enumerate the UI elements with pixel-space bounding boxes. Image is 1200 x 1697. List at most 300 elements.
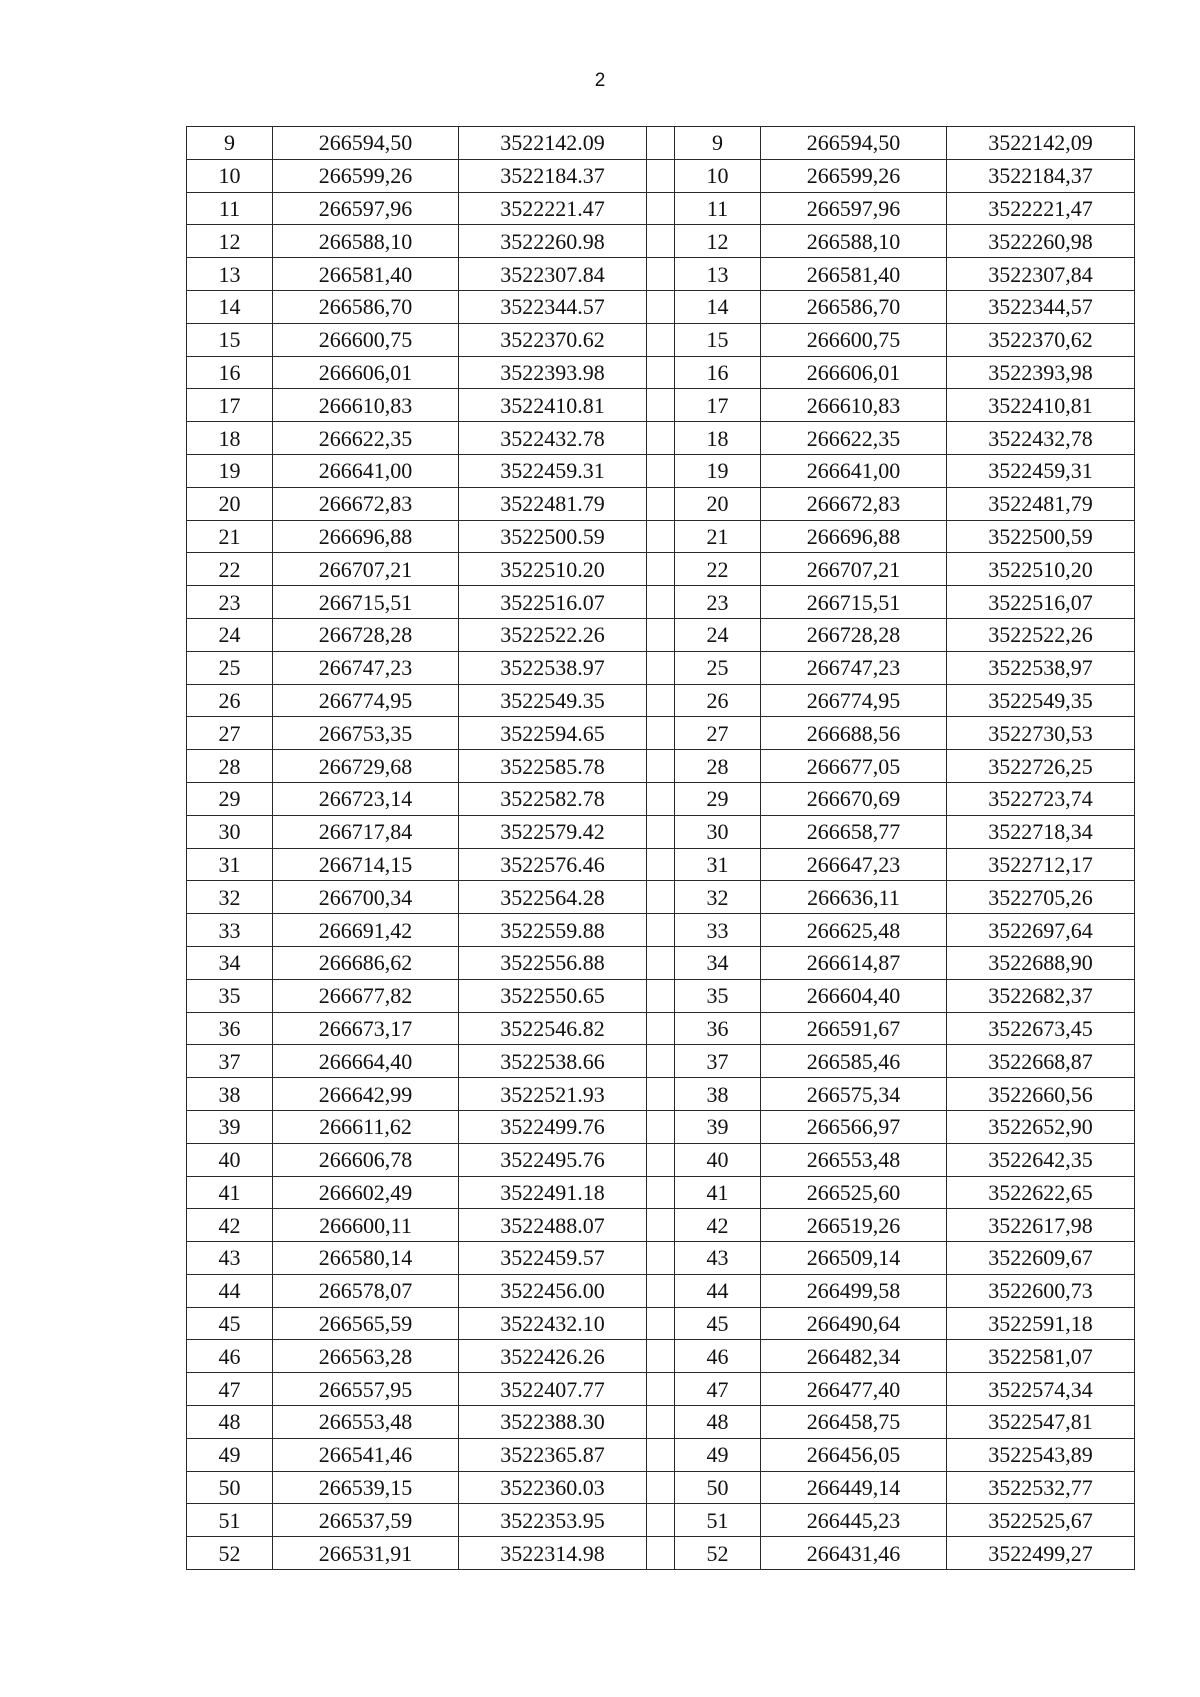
table-row xyxy=(187,979,1135,1012)
table-row xyxy=(187,848,1135,881)
right-point-number: 13 xyxy=(675,258,761,291)
left-point-number: 44 xyxy=(187,1274,273,1307)
left-point-number: 28 xyxy=(187,750,273,783)
right-point-number: 15 xyxy=(675,323,761,356)
right-point-number: 22 xyxy=(675,553,761,586)
left-y-coordinate: 3522370.62 xyxy=(459,323,647,356)
right-x-coordinate: 266599,26 xyxy=(761,159,947,192)
left-y-coordinate: 3522432.10 xyxy=(459,1307,647,1340)
right-x-coordinate: 266606,01 xyxy=(761,356,947,389)
table-row xyxy=(187,422,1135,455)
separator-cell xyxy=(647,750,675,783)
right-y-coordinate: 3522481,79 xyxy=(947,487,1135,520)
left-point-number: 27 xyxy=(187,717,273,750)
right-point-number: 39 xyxy=(675,1110,761,1143)
separator-cell xyxy=(647,717,675,750)
right-point-number: 23 xyxy=(675,586,761,619)
left-y-coordinate: 3522576.46 xyxy=(459,848,647,881)
right-point-number: 49 xyxy=(675,1438,761,1471)
left-y-coordinate: 3522556.88 xyxy=(459,946,647,979)
right-y-coordinate: 3522370,62 xyxy=(947,323,1135,356)
right-point-number: 44 xyxy=(675,1274,761,1307)
separator-cell xyxy=(647,651,675,684)
table-row xyxy=(187,815,1135,848)
left-point-number: 25 xyxy=(187,651,273,684)
left-point-number: 45 xyxy=(187,1307,273,1340)
right-x-coordinate: 266586,70 xyxy=(761,290,947,323)
right-point-number: 18 xyxy=(675,422,761,455)
table-row xyxy=(187,1504,1135,1537)
left-x-coordinate: 266691,42 xyxy=(273,914,459,947)
left-y-coordinate: 3522549.35 xyxy=(459,684,647,717)
left-y-coordinate: 3522582.78 xyxy=(459,782,647,815)
table-row xyxy=(187,225,1135,258)
left-point-number: 39 xyxy=(187,1110,273,1143)
left-y-coordinate: 3522488.07 xyxy=(459,1209,647,1242)
left-point-number: 20 xyxy=(187,487,273,520)
right-point-number: 14 xyxy=(675,290,761,323)
left-y-coordinate: 3522510.20 xyxy=(459,553,647,586)
right-x-coordinate: 266591,67 xyxy=(761,1012,947,1045)
table-row xyxy=(187,127,1135,160)
right-point-number: 16 xyxy=(675,356,761,389)
separator-cell xyxy=(647,1438,675,1471)
right-x-coordinate: 266525,60 xyxy=(761,1176,947,1209)
separator-cell xyxy=(647,192,675,225)
right-x-coordinate: 266585,46 xyxy=(761,1045,947,1078)
table-row xyxy=(187,1143,1135,1176)
left-point-number: 52 xyxy=(187,1537,273,1570)
separator-cell xyxy=(647,881,675,914)
separator-cell xyxy=(647,487,675,520)
right-point-number: 34 xyxy=(675,946,761,979)
left-y-coordinate: 3522344.57 xyxy=(459,290,647,323)
right-point-number: 36 xyxy=(675,1012,761,1045)
left-x-coordinate: 266531,91 xyxy=(273,1537,459,1570)
left-point-number: 33 xyxy=(187,914,273,947)
right-x-coordinate: 266575,34 xyxy=(761,1078,947,1111)
separator-cell xyxy=(647,1471,675,1504)
separator-cell xyxy=(647,1143,675,1176)
separator-cell xyxy=(647,1340,675,1373)
right-x-coordinate: 266490,64 xyxy=(761,1307,947,1340)
right-x-coordinate: 266477,40 xyxy=(761,1373,947,1406)
right-x-coordinate: 266445,23 xyxy=(761,1504,947,1537)
left-point-number: 43 xyxy=(187,1242,273,1275)
left-y-coordinate: 3522594.65 xyxy=(459,717,647,750)
left-x-coordinate: 266600,75 xyxy=(273,323,459,356)
right-x-coordinate: 266499,58 xyxy=(761,1274,947,1307)
left-x-coordinate: 266686,62 xyxy=(273,946,459,979)
right-x-coordinate: 266696,88 xyxy=(761,520,947,553)
left-point-number: 41 xyxy=(187,1176,273,1209)
left-point-number: 51 xyxy=(187,1504,273,1537)
table-row xyxy=(187,782,1135,815)
left-y-coordinate: 3522459.57 xyxy=(459,1242,647,1275)
left-x-coordinate: 266622,35 xyxy=(273,422,459,455)
left-point-number: 35 xyxy=(187,979,273,1012)
right-x-coordinate: 266581,40 xyxy=(761,258,947,291)
right-x-coordinate: 266728,28 xyxy=(761,618,947,651)
right-x-coordinate: 266456,05 xyxy=(761,1438,947,1471)
left-y-coordinate: 3522393.98 xyxy=(459,356,647,389)
table-row xyxy=(187,1078,1135,1111)
left-x-coordinate: 266714,15 xyxy=(273,848,459,881)
separator-cell xyxy=(647,1110,675,1143)
table-row xyxy=(187,192,1135,225)
right-x-coordinate: 266431,46 xyxy=(761,1537,947,1570)
right-x-coordinate: 266588,10 xyxy=(761,225,947,258)
table-row xyxy=(187,389,1135,422)
separator-cell xyxy=(647,815,675,848)
right-x-coordinate: 266672,83 xyxy=(761,487,947,520)
right-y-coordinate: 3522712,17 xyxy=(947,848,1135,881)
right-y-coordinate: 3522393,98 xyxy=(947,356,1135,389)
table-row xyxy=(187,946,1135,979)
separator-cell xyxy=(647,520,675,553)
right-point-number: 28 xyxy=(675,750,761,783)
right-x-coordinate: 266553,48 xyxy=(761,1143,947,1176)
right-x-coordinate: 266636,11 xyxy=(761,881,947,914)
page-number: 2 xyxy=(594,70,606,91)
table-row xyxy=(187,750,1135,783)
right-y-coordinate: 3522622,65 xyxy=(947,1176,1135,1209)
table-row xyxy=(187,1307,1135,1340)
right-y-coordinate: 3522668,87 xyxy=(947,1045,1135,1078)
right-point-number: 10 xyxy=(675,159,761,192)
left-y-coordinate: 3522579.42 xyxy=(459,815,647,848)
left-point-number: 30 xyxy=(187,815,273,848)
separator-cell xyxy=(647,1307,675,1340)
left-point-number: 15 xyxy=(187,323,273,356)
right-point-number: 42 xyxy=(675,1209,761,1242)
separator-cell xyxy=(647,848,675,881)
left-y-coordinate: 3522314.98 xyxy=(459,1537,647,1570)
left-x-coordinate: 266565,59 xyxy=(273,1307,459,1340)
right-point-number: 33 xyxy=(675,914,761,947)
left-x-coordinate: 266673,17 xyxy=(273,1012,459,1045)
table-row xyxy=(187,356,1135,389)
table-row xyxy=(187,1110,1135,1143)
left-y-coordinate: 3522410.81 xyxy=(459,389,647,422)
right-x-coordinate: 266614,87 xyxy=(761,946,947,979)
right-y-coordinate: 3522142,09 xyxy=(947,127,1135,160)
left-point-number: 50 xyxy=(187,1471,273,1504)
right-point-number: 20 xyxy=(675,487,761,520)
left-point-number: 36 xyxy=(187,1012,273,1045)
right-point-number: 47 xyxy=(675,1373,761,1406)
separator-cell xyxy=(647,684,675,717)
right-y-coordinate: 3522600,73 xyxy=(947,1274,1135,1307)
right-x-coordinate: 266707,21 xyxy=(761,553,947,586)
right-x-coordinate: 266594,50 xyxy=(761,127,947,160)
separator-cell xyxy=(647,1012,675,1045)
left-point-number: 26 xyxy=(187,684,273,717)
table-row xyxy=(187,586,1135,619)
right-y-coordinate: 3522410,81 xyxy=(947,389,1135,422)
left-x-coordinate: 266672,83 xyxy=(273,487,459,520)
right-y-coordinate: 3522609,67 xyxy=(947,1242,1135,1275)
left-y-coordinate: 3522521.93 xyxy=(459,1078,647,1111)
left-point-number: 42 xyxy=(187,1209,273,1242)
left-point-number: 21 xyxy=(187,520,273,553)
left-y-coordinate: 3522481.79 xyxy=(459,487,647,520)
right-point-number: 37 xyxy=(675,1045,761,1078)
left-y-coordinate: 3522495.76 xyxy=(459,1143,647,1176)
separator-cell xyxy=(647,323,675,356)
left-point-number: 37 xyxy=(187,1045,273,1078)
right-y-coordinate: 3522652,90 xyxy=(947,1110,1135,1143)
separator-cell xyxy=(647,1373,675,1406)
left-y-coordinate: 3522360.03 xyxy=(459,1471,647,1504)
left-point-number: 38 xyxy=(187,1078,273,1111)
right-point-number: 40 xyxy=(675,1143,761,1176)
left-x-coordinate: 266611,62 xyxy=(273,1110,459,1143)
table-row xyxy=(187,684,1135,717)
separator-cell xyxy=(647,979,675,1012)
right-y-coordinate: 3522574,34 xyxy=(947,1373,1135,1406)
right-point-number: 52 xyxy=(675,1537,761,1570)
right-y-coordinate: 3522459,31 xyxy=(947,454,1135,487)
left-y-coordinate: 3522459.31 xyxy=(459,454,647,487)
left-point-number: 40 xyxy=(187,1143,273,1176)
separator-cell xyxy=(647,127,675,160)
right-point-number: 21 xyxy=(675,520,761,553)
right-y-coordinate: 3522532,77 xyxy=(947,1471,1135,1504)
left-y-coordinate: 3522546.82 xyxy=(459,1012,647,1045)
right-point-number: 12 xyxy=(675,225,761,258)
left-y-coordinate: 3522221.47 xyxy=(459,192,647,225)
left-point-number: 24 xyxy=(187,618,273,651)
table-row xyxy=(187,1274,1135,1307)
table-row xyxy=(187,1012,1135,1045)
right-point-number: 38 xyxy=(675,1078,761,1111)
left-x-coordinate: 266553,48 xyxy=(273,1406,459,1439)
right-point-number: 31 xyxy=(675,848,761,881)
left-x-coordinate: 266581,40 xyxy=(273,258,459,291)
right-y-coordinate: 3522549,35 xyxy=(947,684,1135,717)
right-x-coordinate: 266625,48 xyxy=(761,914,947,947)
right-y-coordinate: 3522688,90 xyxy=(947,946,1135,979)
left-x-coordinate: 266715,51 xyxy=(273,586,459,619)
left-y-coordinate: 3522516.07 xyxy=(459,586,647,619)
right-x-coordinate: 266677,05 xyxy=(761,750,947,783)
table-row xyxy=(187,717,1135,750)
separator-cell xyxy=(647,553,675,586)
left-x-coordinate: 266707,21 xyxy=(273,553,459,586)
coordinates-table-body xyxy=(187,127,1135,1570)
separator-cell xyxy=(647,1242,675,1275)
right-y-coordinate: 3522591,18 xyxy=(947,1307,1135,1340)
right-y-coordinate: 3522617,98 xyxy=(947,1209,1135,1242)
left-y-coordinate: 3522559.88 xyxy=(459,914,647,947)
right-x-coordinate: 266482,34 xyxy=(761,1340,947,1373)
right-y-coordinate: 3522432,78 xyxy=(947,422,1135,455)
left-x-coordinate: 266606,01 xyxy=(273,356,459,389)
separator-cell xyxy=(647,1209,675,1242)
table-row xyxy=(187,881,1135,914)
separator-cell xyxy=(647,422,675,455)
right-y-coordinate: 3522516,07 xyxy=(947,586,1135,619)
right-y-coordinate: 3522718,34 xyxy=(947,815,1135,848)
left-point-number: 16 xyxy=(187,356,273,389)
left-point-number: 29 xyxy=(187,782,273,815)
left-point-number: 17 xyxy=(187,389,273,422)
separator-cell xyxy=(647,618,675,651)
right-y-coordinate: 3522581,07 xyxy=(947,1340,1135,1373)
left-point-number: 32 xyxy=(187,881,273,914)
left-point-number: 31 xyxy=(187,848,273,881)
separator-cell xyxy=(647,914,675,947)
separator-cell xyxy=(647,1406,675,1439)
left-y-coordinate: 3522550.65 xyxy=(459,979,647,1012)
left-point-number: 18 xyxy=(187,422,273,455)
table-row xyxy=(187,1242,1135,1275)
separator-cell xyxy=(647,782,675,815)
left-y-coordinate: 3522499.76 xyxy=(459,1110,647,1143)
right-point-number: 51 xyxy=(675,1504,761,1537)
left-x-coordinate: 266723,14 xyxy=(273,782,459,815)
table-row xyxy=(187,1373,1135,1406)
right-point-number: 11 xyxy=(675,192,761,225)
right-y-coordinate: 3522260,98 xyxy=(947,225,1135,258)
table-row xyxy=(187,258,1135,291)
left-x-coordinate: 266717,84 xyxy=(273,815,459,848)
table-row xyxy=(187,618,1135,651)
table-row xyxy=(187,1438,1135,1471)
left-x-coordinate: 266597,96 xyxy=(273,192,459,225)
left-y-coordinate: 3522432.78 xyxy=(459,422,647,455)
left-y-coordinate: 3522365.87 xyxy=(459,1438,647,1471)
right-point-number: 19 xyxy=(675,454,761,487)
right-x-coordinate: 266774,95 xyxy=(761,684,947,717)
right-point-number: 26 xyxy=(675,684,761,717)
right-y-coordinate: 3522660,56 xyxy=(947,1078,1135,1111)
left-x-coordinate: 266728,28 xyxy=(273,618,459,651)
left-y-coordinate: 3522564.28 xyxy=(459,881,647,914)
coordinates-table xyxy=(186,126,1135,1570)
right-x-coordinate: 266747,23 xyxy=(761,651,947,684)
left-x-coordinate: 266602,49 xyxy=(273,1176,459,1209)
right-y-coordinate: 3522510,20 xyxy=(947,553,1135,586)
right-x-coordinate: 266670,69 xyxy=(761,782,947,815)
left-point-number: 14 xyxy=(187,290,273,323)
right-x-coordinate: 266566,97 xyxy=(761,1110,947,1143)
left-x-coordinate: 266700,34 xyxy=(273,881,459,914)
left-point-number: 23 xyxy=(187,586,273,619)
left-x-coordinate: 266541,46 xyxy=(273,1438,459,1471)
table-row xyxy=(187,1209,1135,1242)
left-x-coordinate: 266677,82 xyxy=(273,979,459,1012)
right-y-coordinate: 3522673,45 xyxy=(947,1012,1135,1045)
separator-cell xyxy=(647,290,675,323)
separator-cell xyxy=(647,356,675,389)
left-x-coordinate: 266664,40 xyxy=(273,1045,459,1078)
left-x-coordinate: 266539,15 xyxy=(273,1471,459,1504)
left-x-coordinate: 266696,88 xyxy=(273,520,459,553)
separator-cell xyxy=(647,1176,675,1209)
left-y-coordinate: 3522585.78 xyxy=(459,750,647,783)
right-y-coordinate: 3522697,64 xyxy=(947,914,1135,947)
left-x-coordinate: 266729,68 xyxy=(273,750,459,783)
right-x-coordinate: 266658,77 xyxy=(761,815,947,848)
right-y-coordinate: 3522642,35 xyxy=(947,1143,1135,1176)
right-point-number: 43 xyxy=(675,1242,761,1275)
left-point-number: 47 xyxy=(187,1373,273,1406)
left-y-coordinate: 3522456.00 xyxy=(459,1274,647,1307)
left-x-coordinate: 266557,95 xyxy=(273,1373,459,1406)
left-x-coordinate: 266641,00 xyxy=(273,454,459,487)
left-point-number: 11 xyxy=(187,192,273,225)
left-y-coordinate: 3522260.98 xyxy=(459,225,647,258)
table-row xyxy=(187,553,1135,586)
right-x-coordinate: 266715,51 xyxy=(761,586,947,619)
left-point-number: 34 xyxy=(187,946,273,979)
right-point-number: 32 xyxy=(675,881,761,914)
table-row xyxy=(187,914,1135,947)
left-y-coordinate: 3522307.84 xyxy=(459,258,647,291)
left-x-coordinate: 266588,10 xyxy=(273,225,459,258)
left-point-number: 9 xyxy=(187,127,273,160)
right-y-coordinate: 3522547,81 xyxy=(947,1406,1135,1439)
right-x-coordinate: 266519,26 xyxy=(761,1209,947,1242)
right-y-coordinate: 3522543,89 xyxy=(947,1438,1135,1471)
table-row xyxy=(187,487,1135,520)
left-y-coordinate: 3522522.26 xyxy=(459,618,647,651)
right-y-coordinate: 3522525,67 xyxy=(947,1504,1135,1537)
separator-cell xyxy=(647,1045,675,1078)
left-x-coordinate: 266578,07 xyxy=(273,1274,459,1307)
right-y-coordinate: 3522522,26 xyxy=(947,618,1135,651)
left-y-coordinate: 3522407.77 xyxy=(459,1373,647,1406)
left-point-number: 46 xyxy=(187,1340,273,1373)
left-y-coordinate: 3522142.09 xyxy=(459,127,647,160)
left-x-coordinate: 266580,14 xyxy=(273,1242,459,1275)
separator-cell xyxy=(647,1504,675,1537)
left-point-number: 48 xyxy=(187,1406,273,1439)
right-y-coordinate: 3522726,25 xyxy=(947,750,1135,783)
right-y-coordinate: 3522538,97 xyxy=(947,651,1135,684)
left-x-coordinate: 266610,83 xyxy=(273,389,459,422)
right-x-coordinate: 266600,75 xyxy=(761,323,947,356)
right-y-coordinate: 3522344,57 xyxy=(947,290,1135,323)
table-row xyxy=(187,520,1135,553)
table-row xyxy=(187,1045,1135,1078)
left-point-number: 19 xyxy=(187,454,273,487)
table-row xyxy=(187,323,1135,356)
right-x-coordinate: 266641,00 xyxy=(761,454,947,487)
table-row xyxy=(187,159,1135,192)
right-y-coordinate: 3522705,26 xyxy=(947,881,1135,914)
left-x-coordinate: 266586,70 xyxy=(273,290,459,323)
table-row xyxy=(187,1537,1135,1570)
right-point-number: 29 xyxy=(675,782,761,815)
separator-cell xyxy=(647,1078,675,1111)
right-y-coordinate: 3522682,37 xyxy=(947,979,1135,1012)
left-point-number: 12 xyxy=(187,225,273,258)
right-x-coordinate: 266458,75 xyxy=(761,1406,947,1439)
left-x-coordinate: 266606,78 xyxy=(273,1143,459,1176)
right-x-coordinate: 266604,40 xyxy=(761,979,947,1012)
right-y-coordinate: 3522730,53 xyxy=(947,717,1135,750)
left-x-coordinate: 266563,28 xyxy=(273,1340,459,1373)
left-x-coordinate: 266537,59 xyxy=(273,1504,459,1537)
right-y-coordinate: 3522307,84 xyxy=(947,258,1135,291)
left-y-coordinate: 3522538.97 xyxy=(459,651,647,684)
left-point-number: 10 xyxy=(187,159,273,192)
right-y-coordinate: 3522723,74 xyxy=(947,782,1135,815)
right-x-coordinate: 266509,14 xyxy=(761,1242,947,1275)
